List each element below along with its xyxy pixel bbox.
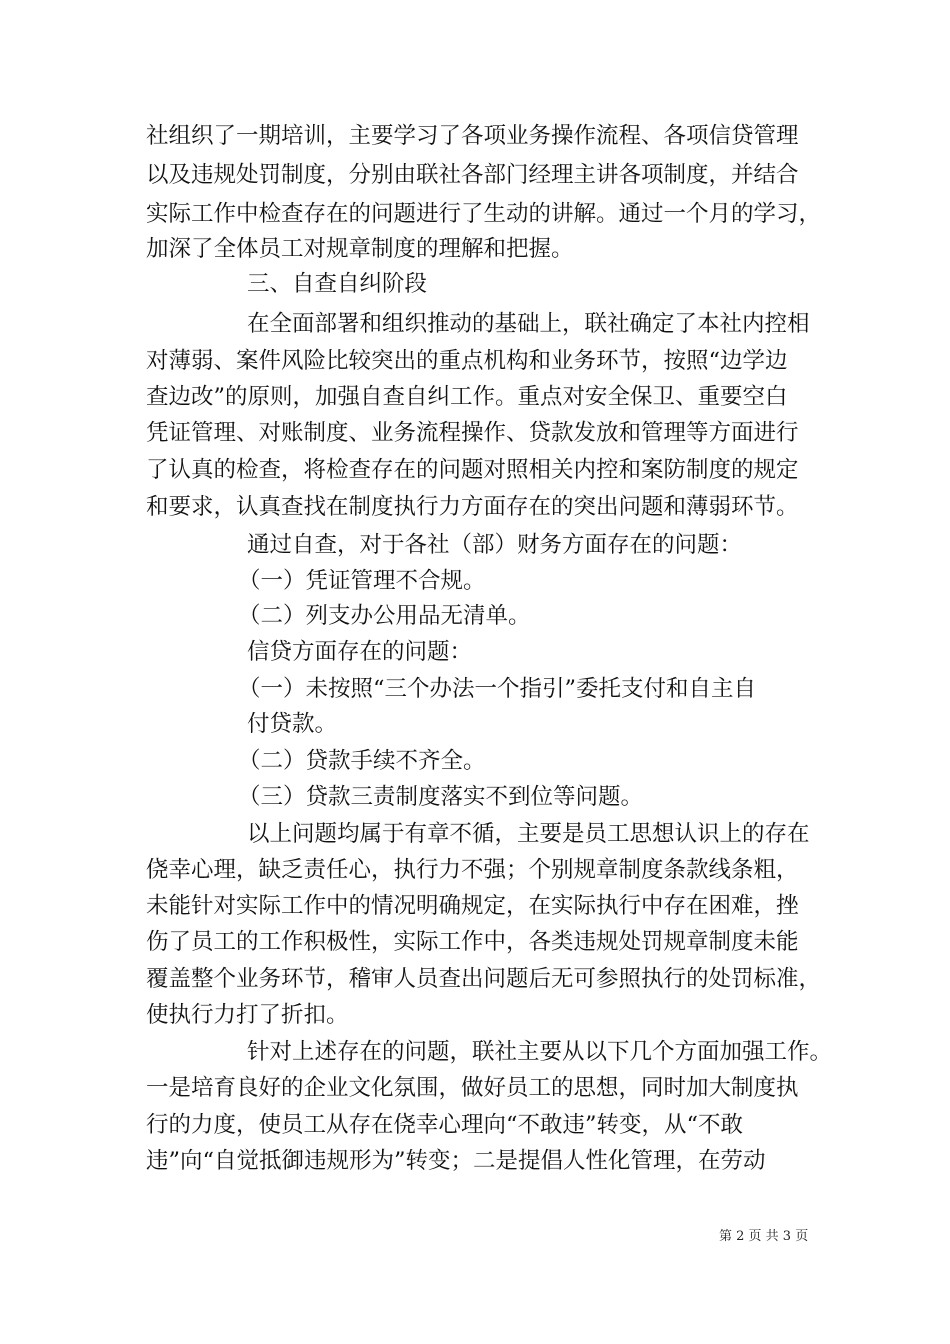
body-line: 一是培育良好的企业文化氛围，做好员工的思想，同时加大制度执: [146, 1075, 799, 1101]
body-line: 覆盖整个业务环节，稽审人员查出问题后无可参照执行的处罚标准，: [146, 966, 822, 992]
list-item: （二）列支办公用品无清单。: [238, 603, 531, 629]
body-line: 对薄弱、案件风险比较突出的重点机构和业务环节，按照“边学边: [146, 348, 788, 374]
body-line: 未能针对实际工作中的情况明确规定，在实际执行中存在困难，挫: [146, 893, 799, 919]
body-line: 以及违规处罚制度，分别由联社各部门经理主讲各项制度，并结合: [146, 162, 799, 188]
section-heading: 三、自查自纠阶段: [247, 271, 428, 297]
body-line: 在全面部署和组织推动的基础上，联社确定了本社内控相: [247, 311, 810, 337]
body-line: 了认真的检查，将检查存在的问题对照相关内控和案防制度的规定: [146, 457, 799, 483]
body-line: 以上问题均属于有章不循，主要是员工思想认识上的存在: [247, 821, 810, 847]
list-item: （一）未按照“三个办法一个指引”委托支付和自主自: [238, 676, 757, 702]
body-line: 伤了员工的工作积极性，实际工作中，各类违规处罚规章制度未能: [146, 929, 799, 955]
body-line: 侥幸心理，缺乏责任心，执行力不强；个别规章制度条款线条粗，: [146, 857, 799, 883]
body-line: 社组织了一期培训，主要学习了各项业务操作流程、各项信贷管理: [146, 123, 799, 149]
body-line: 针对上述存在的问题，联社主要从以下几个方面加强工作。: [247, 1039, 833, 1065]
list-item: 付贷款。: [247, 711, 338, 737]
list-item: （三）贷款三责制度落实不到位等问题。: [238, 784, 644, 810]
body-line: 通过自查，对于各社（部）财务方面存在的问题：: [247, 532, 743, 558]
page-number: 第 2 页 共 3 页: [719, 1229, 809, 1244]
body-line: 行的力度，使员工从存在侥幸心理向“不敢违”转变，从“不敢: [146, 1112, 744, 1138]
body-line: 和要求，认真查找在制度执行力方面存在的突出问题和薄弱环节。: [146, 494, 799, 520]
body-line: 使执行力打了折扣。: [146, 1002, 349, 1028]
body-line: 实际工作中检查存在的问题进行了生动的讲解。通过一个月的学习，: [146, 201, 822, 227]
body-line: 信贷方面存在的问题：: [247, 639, 473, 665]
body-line: 加深了全体员工对规章制度的理解和把握。: [146, 236, 574, 262]
body-line: 查边改”的原则，加强自查自纠工作。重点对安全保卫、重要空白: [146, 384, 788, 410]
list-item: （二）贷款手续不齐全。: [238, 748, 486, 774]
list-item: （一）凭证管理不合规。: [238, 568, 486, 594]
body-line: 违”向“自觉抵御违规形为”转变；二是提倡人性化管理，在劳动: [146, 1148, 766, 1174]
body-line: 凭证管理、对账制度、业务流程操作、贷款发放和管理等方面进行: [146, 420, 799, 446]
